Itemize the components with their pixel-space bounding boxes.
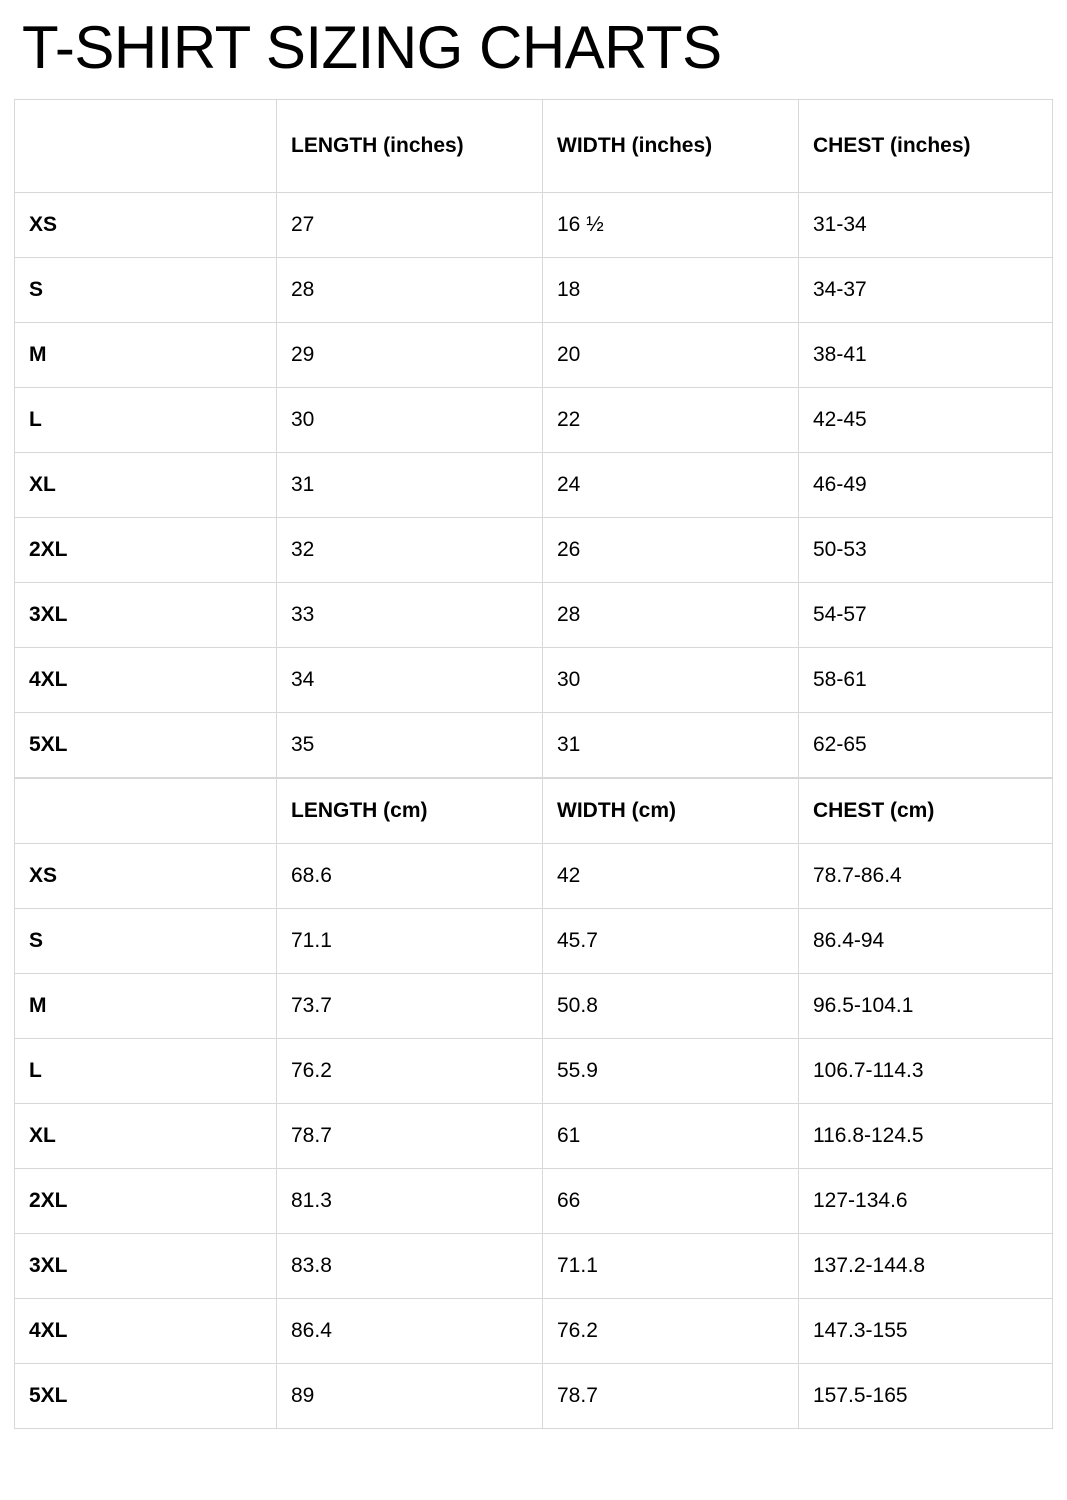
cell-length: 28 [277, 257, 543, 322]
table-row [15, 712, 1053, 777]
cell-width: 76.2 [543, 1298, 799, 1363]
table-row [15, 517, 1053, 582]
cell-size: S [15, 257, 277, 322]
column-header-length: LENGTH (inches) [277, 99, 543, 192]
table-row [15, 452, 1053, 517]
cell-chest: 86.4-94 [799, 908, 1053, 973]
sizing-table-cm [14, 778, 1053, 1429]
cell-width: 66 [543, 1168, 799, 1233]
cell-length: 86.4 [277, 1298, 543, 1363]
cell-length: 32 [277, 517, 543, 582]
cell-size: L [15, 387, 277, 452]
cell-length: 71.1 [277, 908, 543, 973]
cell-chest: 34-37 [799, 257, 1053, 322]
cell-length: 73.7 [277, 973, 543, 1038]
cell-size: XL [15, 452, 277, 517]
cell-chest: 62-65 [799, 712, 1053, 777]
cell-width: 20 [543, 322, 799, 387]
cell-width: 18 [543, 257, 799, 322]
cell-width: 22 [543, 387, 799, 452]
table-row [15, 192, 1053, 257]
cell-width: 31 [543, 712, 799, 777]
cell-chest: 42-45 [799, 387, 1053, 452]
cell-chest: 31-34 [799, 192, 1053, 257]
cell-length: 35 [277, 712, 543, 777]
column-header-chest: CHEST (cm) [799, 778, 1053, 843]
cell-chest: 116.8-124.5 [799, 1103, 1053, 1168]
table-header-row [15, 99, 1053, 192]
table-row [15, 1233, 1053, 1298]
column-header-size [15, 99, 277, 192]
cell-chest: 78.7-86.4 [799, 843, 1053, 908]
table-row [15, 582, 1053, 647]
column-header-width: WIDTH (cm) [543, 778, 799, 843]
cell-length: 81.3 [277, 1168, 543, 1233]
cell-chest: 38-41 [799, 322, 1053, 387]
cell-length: 34 [277, 647, 543, 712]
cell-chest: 127-134.6 [799, 1168, 1053, 1233]
table-row [15, 257, 1053, 322]
cell-length: 27 [277, 192, 543, 257]
cell-chest: 96.5-104.1 [799, 973, 1053, 1038]
cell-length: 30 [277, 387, 543, 452]
cell-length: 31 [277, 452, 543, 517]
cell-width: 50.8 [543, 973, 799, 1038]
cell-size: 3XL [15, 1233, 277, 1298]
cell-length: 83.8 [277, 1233, 543, 1298]
table-row [15, 843, 1053, 908]
column-header-size [15, 778, 277, 843]
cell-size: XS [15, 843, 277, 908]
cell-size: XS [15, 192, 277, 257]
cell-chest: 50-53 [799, 517, 1053, 582]
cell-size: 4XL [15, 647, 277, 712]
cell-chest: 58-61 [799, 647, 1053, 712]
cell-chest: 157.5-165 [799, 1363, 1053, 1428]
cell-size: M [15, 973, 277, 1038]
cell-chest: 46-49 [799, 452, 1053, 517]
cell-size: XL [15, 1103, 277, 1168]
cell-chest: 106.7-114.3 [799, 1038, 1053, 1103]
cell-width: 24 [543, 452, 799, 517]
table-row [15, 908, 1053, 973]
sizing-table-inches [14, 99, 1053, 778]
cell-width: 61 [543, 1103, 799, 1168]
cell-width: 55.9 [543, 1038, 799, 1103]
table-row [15, 1363, 1053, 1428]
cell-width: 45.7 [543, 908, 799, 973]
column-header-width: WIDTH (inches) [543, 99, 799, 192]
cell-width: 42 [543, 843, 799, 908]
cell-size: S [15, 908, 277, 973]
cell-chest: 54-57 [799, 582, 1053, 647]
cell-length: 29 [277, 322, 543, 387]
cell-length: 76.2 [277, 1038, 543, 1103]
cell-size: 2XL [15, 517, 277, 582]
cell-length: 68.6 [277, 843, 543, 908]
table-row [15, 1298, 1053, 1363]
table-row [15, 1038, 1053, 1103]
cell-width: 28 [543, 582, 799, 647]
table-row [15, 1168, 1053, 1233]
cell-width: 26 [543, 517, 799, 582]
table-row [15, 387, 1053, 452]
table-row [15, 647, 1053, 712]
cell-size: 2XL [15, 1168, 277, 1233]
cell-size: 4XL [15, 1298, 277, 1363]
table-row [15, 322, 1053, 387]
cell-length: 78.7 [277, 1103, 543, 1168]
cell-width: 30 [543, 647, 799, 712]
cell-size: 5XL [15, 712, 277, 777]
cell-width: 71.1 [543, 1233, 799, 1298]
table-row [15, 1103, 1053, 1168]
column-header-chest: CHEST (inches) [799, 99, 1053, 192]
cell-width: 78.7 [543, 1363, 799, 1428]
table-row [15, 973, 1053, 1038]
cell-size: L [15, 1038, 277, 1103]
table-header-row [15, 778, 1053, 843]
cell-size: 3XL [15, 582, 277, 647]
cell-width: 16 ½ [543, 192, 799, 257]
cell-chest: 147.3-155 [799, 1298, 1053, 1363]
cell-size: M [15, 322, 277, 387]
cell-chest: 137.2-144.8 [799, 1233, 1053, 1298]
column-header-length: LENGTH (cm) [277, 778, 543, 843]
cell-length: 89 [277, 1363, 543, 1428]
cell-length: 33 [277, 582, 543, 647]
cell-size: 5XL [15, 1363, 277, 1428]
page-title: T-SHIRT SIZING CHARTS [22, 14, 722, 81]
